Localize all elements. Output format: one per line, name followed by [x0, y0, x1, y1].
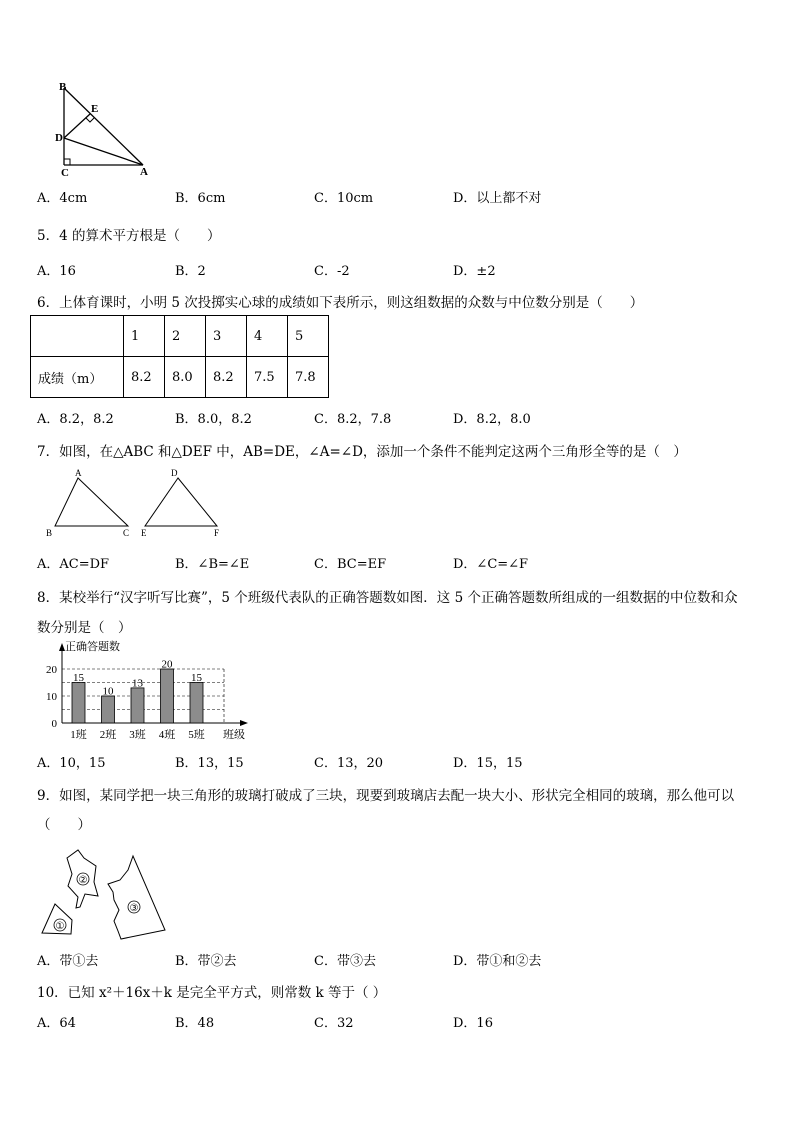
chart-x-axis-arrow [240, 720, 248, 726]
q6-table-row-label: 成绩（m） [31, 357, 124, 398]
chart-ytick-label: 20 [46, 664, 57, 676]
q6-table-corner [31, 316, 124, 357]
q6-table-cell: 7.8 [288, 357, 329, 398]
chart-value-label: 15 [73, 672, 84, 684]
q8-bar-chart [40, 638, 260, 744]
q4-label-a: A [140, 166, 148, 178]
q10-option-a[interactable]: A．64 [37, 1016, 76, 1031]
q7-option-a[interactable]: A．AC=DF [37, 557, 110, 572]
q5-text: 5．4 的算术平方根是（ ） [37, 228, 221, 244]
q4-label-d: D [55, 132, 63, 144]
q6-table-cell: 7.5 [247, 357, 288, 398]
q7-label-d: D [171, 468, 178, 478]
chart-bar [190, 683, 203, 724]
chart-category-label: 3班 [129, 729, 146, 741]
q6-option-d[interactable]: D．8.2，8.0 [453, 412, 531, 427]
chart-category-label: 2班 [99, 729, 117, 741]
q7-label-e: E [141, 528, 147, 538]
chart-ytick-label: 0 [51, 718, 57, 730]
chart-category-label: 5班 [188, 729, 205, 741]
q7-label-c: C [123, 528, 130, 538]
q6-table-header: 4 [247, 316, 288, 357]
q7-option-c[interactable]: C．BC=EF [314, 557, 387, 572]
q6-table-cell: 8.0 [165, 357, 206, 398]
chart-bar [102, 696, 115, 723]
q9-option-b[interactable]: B．带②去 [175, 954, 237, 969]
q10-option-c[interactable]: C．32 [314, 1016, 354, 1031]
q9-glass-pieces-figure [38, 846, 173, 941]
q6-table-value-row [31, 357, 329, 398]
q9-text: 9．如图，某同学把一块三角形的玻璃打破成了三块，现要到玻璃店去配一块大小、形状完全相同的玻璃，那么他可以 [37, 788, 735, 804]
q9-text-line2: （ ） [37, 817, 91, 833]
q4-option-c[interactable]: C．10cm [314, 191, 374, 206]
q8-option-c[interactable]: C．13，20 [314, 756, 384, 771]
piece-label-3: ③ [129, 903, 139, 914]
chart-bar [131, 688, 144, 723]
q6-table-header: 3 [206, 316, 247, 357]
q5-option-b[interactable]: B．2 [175, 264, 206, 279]
q6-text: 6．上体育课时，小明 5 次投掷实心球的成绩如下表所示，则这组数据的众数与中位数分别是（ ） [37, 295, 644, 311]
q7-option-d[interactable]: D．∠C=∠F [453, 557, 529, 572]
chart-value-label: 13 [132, 677, 143, 690]
chart-title: 正确答题数 [65, 641, 120, 653]
q5-option-a[interactable]: A．16 [37, 264, 76, 279]
q6-table-header-row [31, 316, 329, 357]
chart-value-label: 10 [102, 685, 114, 698]
q7-label-a: A [75, 468, 82, 478]
q7-triangles-figure [40, 468, 240, 540]
q6-table-cell: 8.2 [124, 357, 165, 398]
q7-label-b: B [46, 528, 53, 538]
q7-option-b[interactable]: B．∠B=∠E [175, 557, 250, 572]
q6-table-header: 5 [288, 316, 329, 357]
q9-option-a[interactable]: A．带①去 [37, 954, 99, 969]
piece-label-1: ① [55, 921, 65, 932]
q8-option-b[interactable]: B．13，15 [175, 756, 244, 771]
chart-ytick-label: 10 [46, 691, 57, 703]
q6-option-a[interactable]: A．8.2，8.2 [37, 412, 114, 427]
q9-option-c[interactable]: C．带③去 [314, 954, 376, 969]
q5-option-c[interactable]: C．-2 [314, 264, 350, 279]
q6-table-header: 2 [165, 316, 206, 357]
q6-score-table [30, 315, 329, 398]
q6-option-c[interactable]: C．8.2，7.8 [314, 412, 392, 427]
q8-option-d[interactable]: D．15，15 [453, 756, 523, 771]
chart-bar [161, 669, 174, 723]
q9-option-d[interactable]: D．带①和②去 [453, 954, 542, 969]
q4-option-b[interactable]: B．6cm [175, 191, 226, 206]
q7-text: 7．如图，在△ABC 和△DEF 中，AB=DE，∠A=∠D，添加一个条件不能判定这两个三角形全等的是（ ） [37, 444, 687, 460]
chart-value-label: 15 [191, 672, 202, 684]
q6-option-b[interactable]: B．8.0，8.2 [175, 412, 252, 427]
q10-option-d[interactable]: D．16 [453, 1016, 493, 1031]
chart-xlabel: 班级 [223, 729, 245, 741]
q4-label-e: E [91, 103, 99, 115]
q4-option-a[interactable]: A．4cm [37, 191, 88, 206]
q10-option-b[interactable]: B．48 [175, 1016, 215, 1031]
q6-table-cell: 8.2 [206, 357, 247, 398]
q7-label-f: F [214, 528, 220, 538]
piece-label-2: ② [78, 875, 88, 886]
chart-category-label: 4班 [158, 729, 176, 741]
q8-option-a[interactable]: A．10，15 [37, 756, 106, 771]
q6-table-header: 1 [124, 316, 165, 357]
q4-triangle-figure [50, 78, 160, 178]
q4-option-d[interactable]: D．以上都不对 [453, 191, 542, 206]
glass-piece-3 [108, 856, 165, 939]
chart-bar [72, 683, 85, 724]
q10-text: 10．已知 x²＋16x＋k 是完全平方式，则常数 k 等于（ ） [37, 985, 387, 1001]
q5-option-d[interactable]: D．±2 [453, 264, 496, 279]
chart-value-label: 20 [161, 658, 173, 671]
q4-label-b: B [59, 81, 67, 93]
q4-label-c: C [61, 167, 69, 178]
q8-text-line2: 数分别是（ ） [37, 620, 132, 636]
chart-category-label: 1班 [70, 729, 87, 741]
q8-text-line1: 8．某校举行“汉字听写比赛”，5 个班级代表队的正确答题数如图．这 5 个正确答题数所组成的一组数据的中位数和众 [37, 590, 738, 606]
